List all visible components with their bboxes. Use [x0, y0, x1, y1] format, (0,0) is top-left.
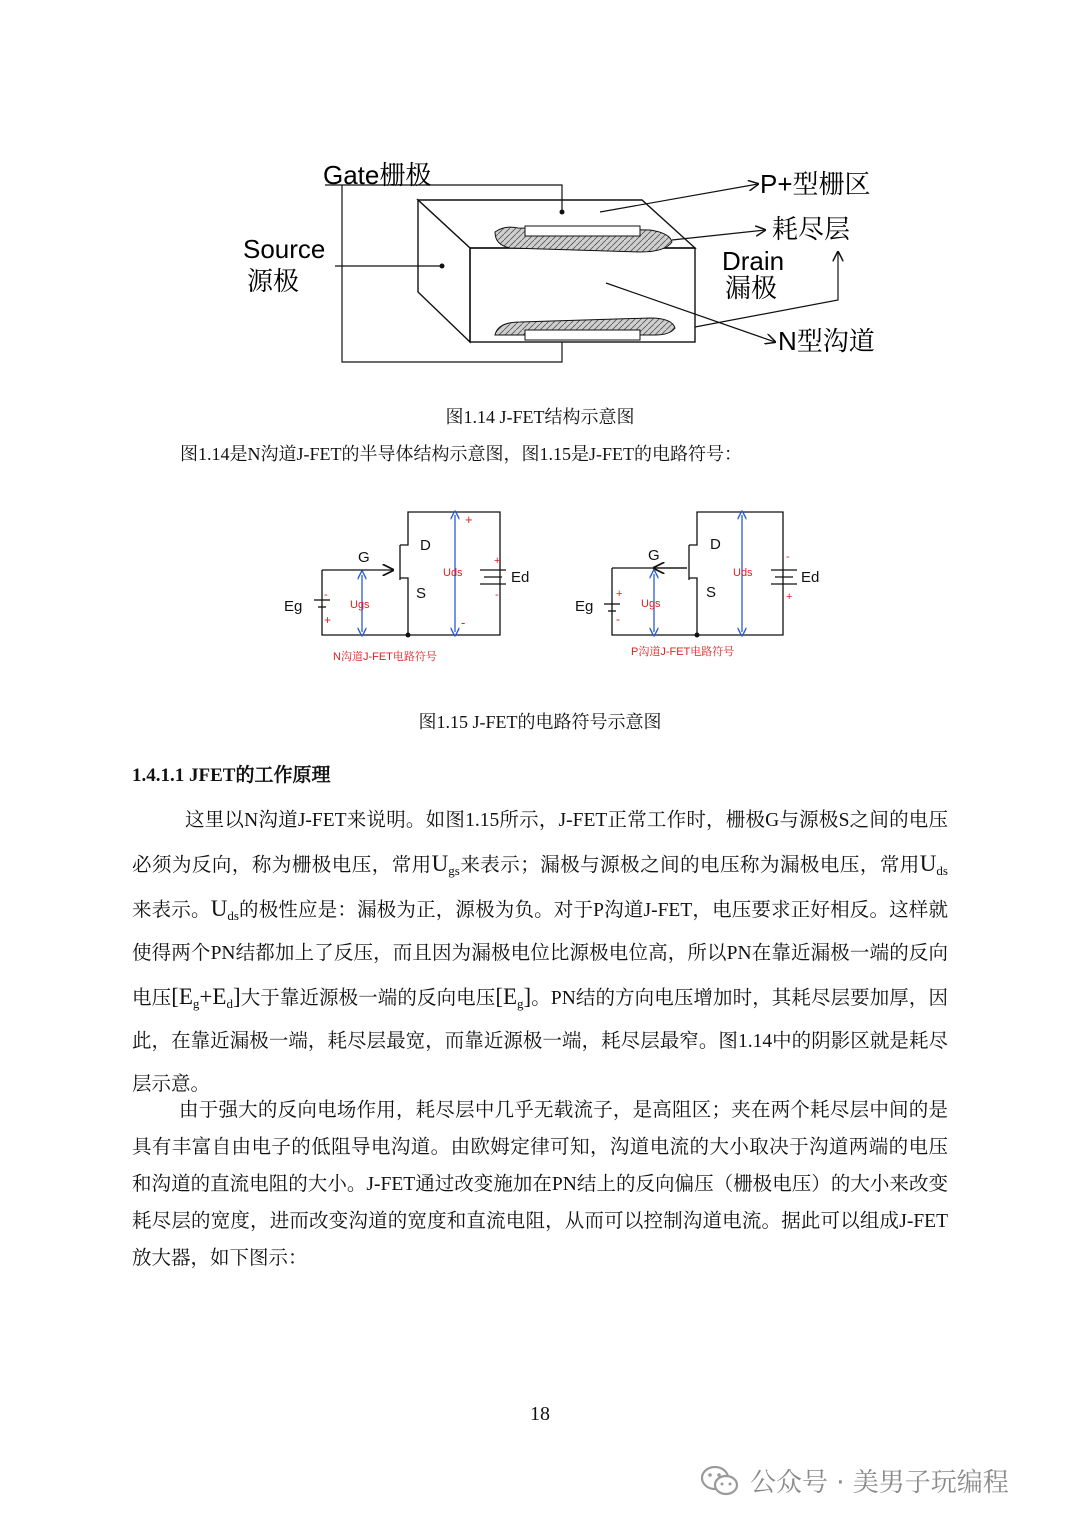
jfet-circuit-symbols [280, 500, 820, 675]
page-number: 18 [530, 1403, 550, 1425]
p-g-label: G [648, 547, 660, 564]
p-ed-label: Ed [801, 569, 820, 586]
svg-text:+: + [324, 613, 332, 627]
figure-1-15-caption: 图1.15 J-FET的电路符号示意图 [418, 712, 662, 732]
top-gate-contact [525, 226, 640, 236]
footer-text: 公众号 · 美男子玩编程 [750, 1468, 1009, 1498]
p-d-label: D [710, 536, 721, 553]
svg-text:+: + [465, 512, 473, 527]
figure-1-14-caption: 图1.14 J-FET结构示意图 [445, 407, 635, 427]
p-channel-circuit [604, 512, 797, 635]
n-ed-label: Ed [511, 569, 530, 586]
n-channel-label: N型沟道 [778, 326, 875, 356]
svg-text:+: + [786, 591, 793, 603]
p-region-label: P+型栅区 [760, 169, 871, 199]
footer-watermark [700, 1462, 1009, 1499]
n-eg-label: Eg [284, 598, 303, 615]
p-eg-label: Eg [575, 598, 594, 615]
paragraph-2: 由于强大的反向电场作用，耗尽层中几乎无载流子，是高阻区；夹在两个耗尽层中间的是具有丰富自由电子的低阻导电沟道。由欧姆定律可知，沟道电流的大小取决于沟道两端的电压和沟道的直流电阻的大小。J-FET通过改变施加在PN结上的反向偏压（栅极电压）的大小来改变耗尽层的宽度，进而改变沟道的宽度和直流电阻，从而可以控制沟道电流。据此可以组成J-FET放大器，如下图示： [132, 1100, 948, 1269]
gate-dot [560, 210, 565, 215]
n-ugs-label: Ugs [350, 599, 370, 611]
intro-line: 图1.14是N沟道J-FET的半导体结构示意图，图1.15是J-FET的电路符号： [180, 444, 742, 464]
svg-text:+: + [616, 588, 623, 600]
n-g-label: G [358, 549, 370, 566]
p-title: P沟道J-FET电路符号 [631, 646, 735, 658]
p-ugs-label: Ugs [641, 598, 661, 610]
source-label-en: Source [243, 234, 326, 264]
n-s-label: S [416, 585, 427, 602]
svg-text:-: - [495, 589, 499, 601]
svg-text:-: - [461, 615, 466, 630]
depletion-arrow [672, 230, 765, 240]
p-uds-label: Uds [733, 567, 753, 579]
bottom-gate-contact [525, 330, 640, 340]
n-title: N沟道J-FET电路符号 [333, 651, 437, 663]
p-s-label: S [706, 584, 717, 601]
p-region-arrow [600, 184, 758, 212]
drain-label-en: Drain [722, 246, 785, 276]
svg-text:+: + [494, 555, 501, 567]
svg-text:-: - [616, 612, 620, 626]
n-uds-label: Uds [443, 567, 463, 579]
section-heading: 1.4.1.1 JFET的工作原理 [132, 765, 331, 786]
n-d-label: D [420, 537, 431, 554]
source-dot [440, 264, 445, 269]
drain-label-cn: 漏极 [725, 273, 778, 303]
gate-label: Gate栅极 [323, 160, 432, 190]
depletion-label: 耗尽层 [772, 214, 851, 244]
source-label-cn: 源极 [247, 266, 300, 296]
svg-text:-: - [786, 551, 790, 563]
jfet-structure-diagram [230, 150, 910, 390]
n-channel-circuit [314, 512, 506, 635]
paragraph-1: 这里以N沟道J-FET来说明。如图1.15所示，J-FET正常工作时，栅极G与源极S之间的电压必须为反向，称为栅极电压，常用$U_{gs}$来表示；漏极与源极之间的电压称为漏极电压，常用$U_{ds}$来表示。$U_{ds}$的极性应是：漏极为正，源极为负。对于P沟道J-FET，电压要求正好相反。这样就使得两个PN结都加上了反压，而且因为漏极电位比源极电位高，所以PN在靠近漏极一端的反向电压$[E_g+E_d]$大于靠近源极一端的反向电压$[E_g]$。PN结的方向电压增加时，其耗尽层要加厚，因此，在靠近漏极一端，耗尽层最宽，而靠近源极一端，耗尽层最窄。图1.14中的阴影区就是耗尽层示意。 [132, 810, 948, 1095]
svg-text:-: - [324, 589, 328, 601]
wechat-icon [700, 1465, 740, 1497]
